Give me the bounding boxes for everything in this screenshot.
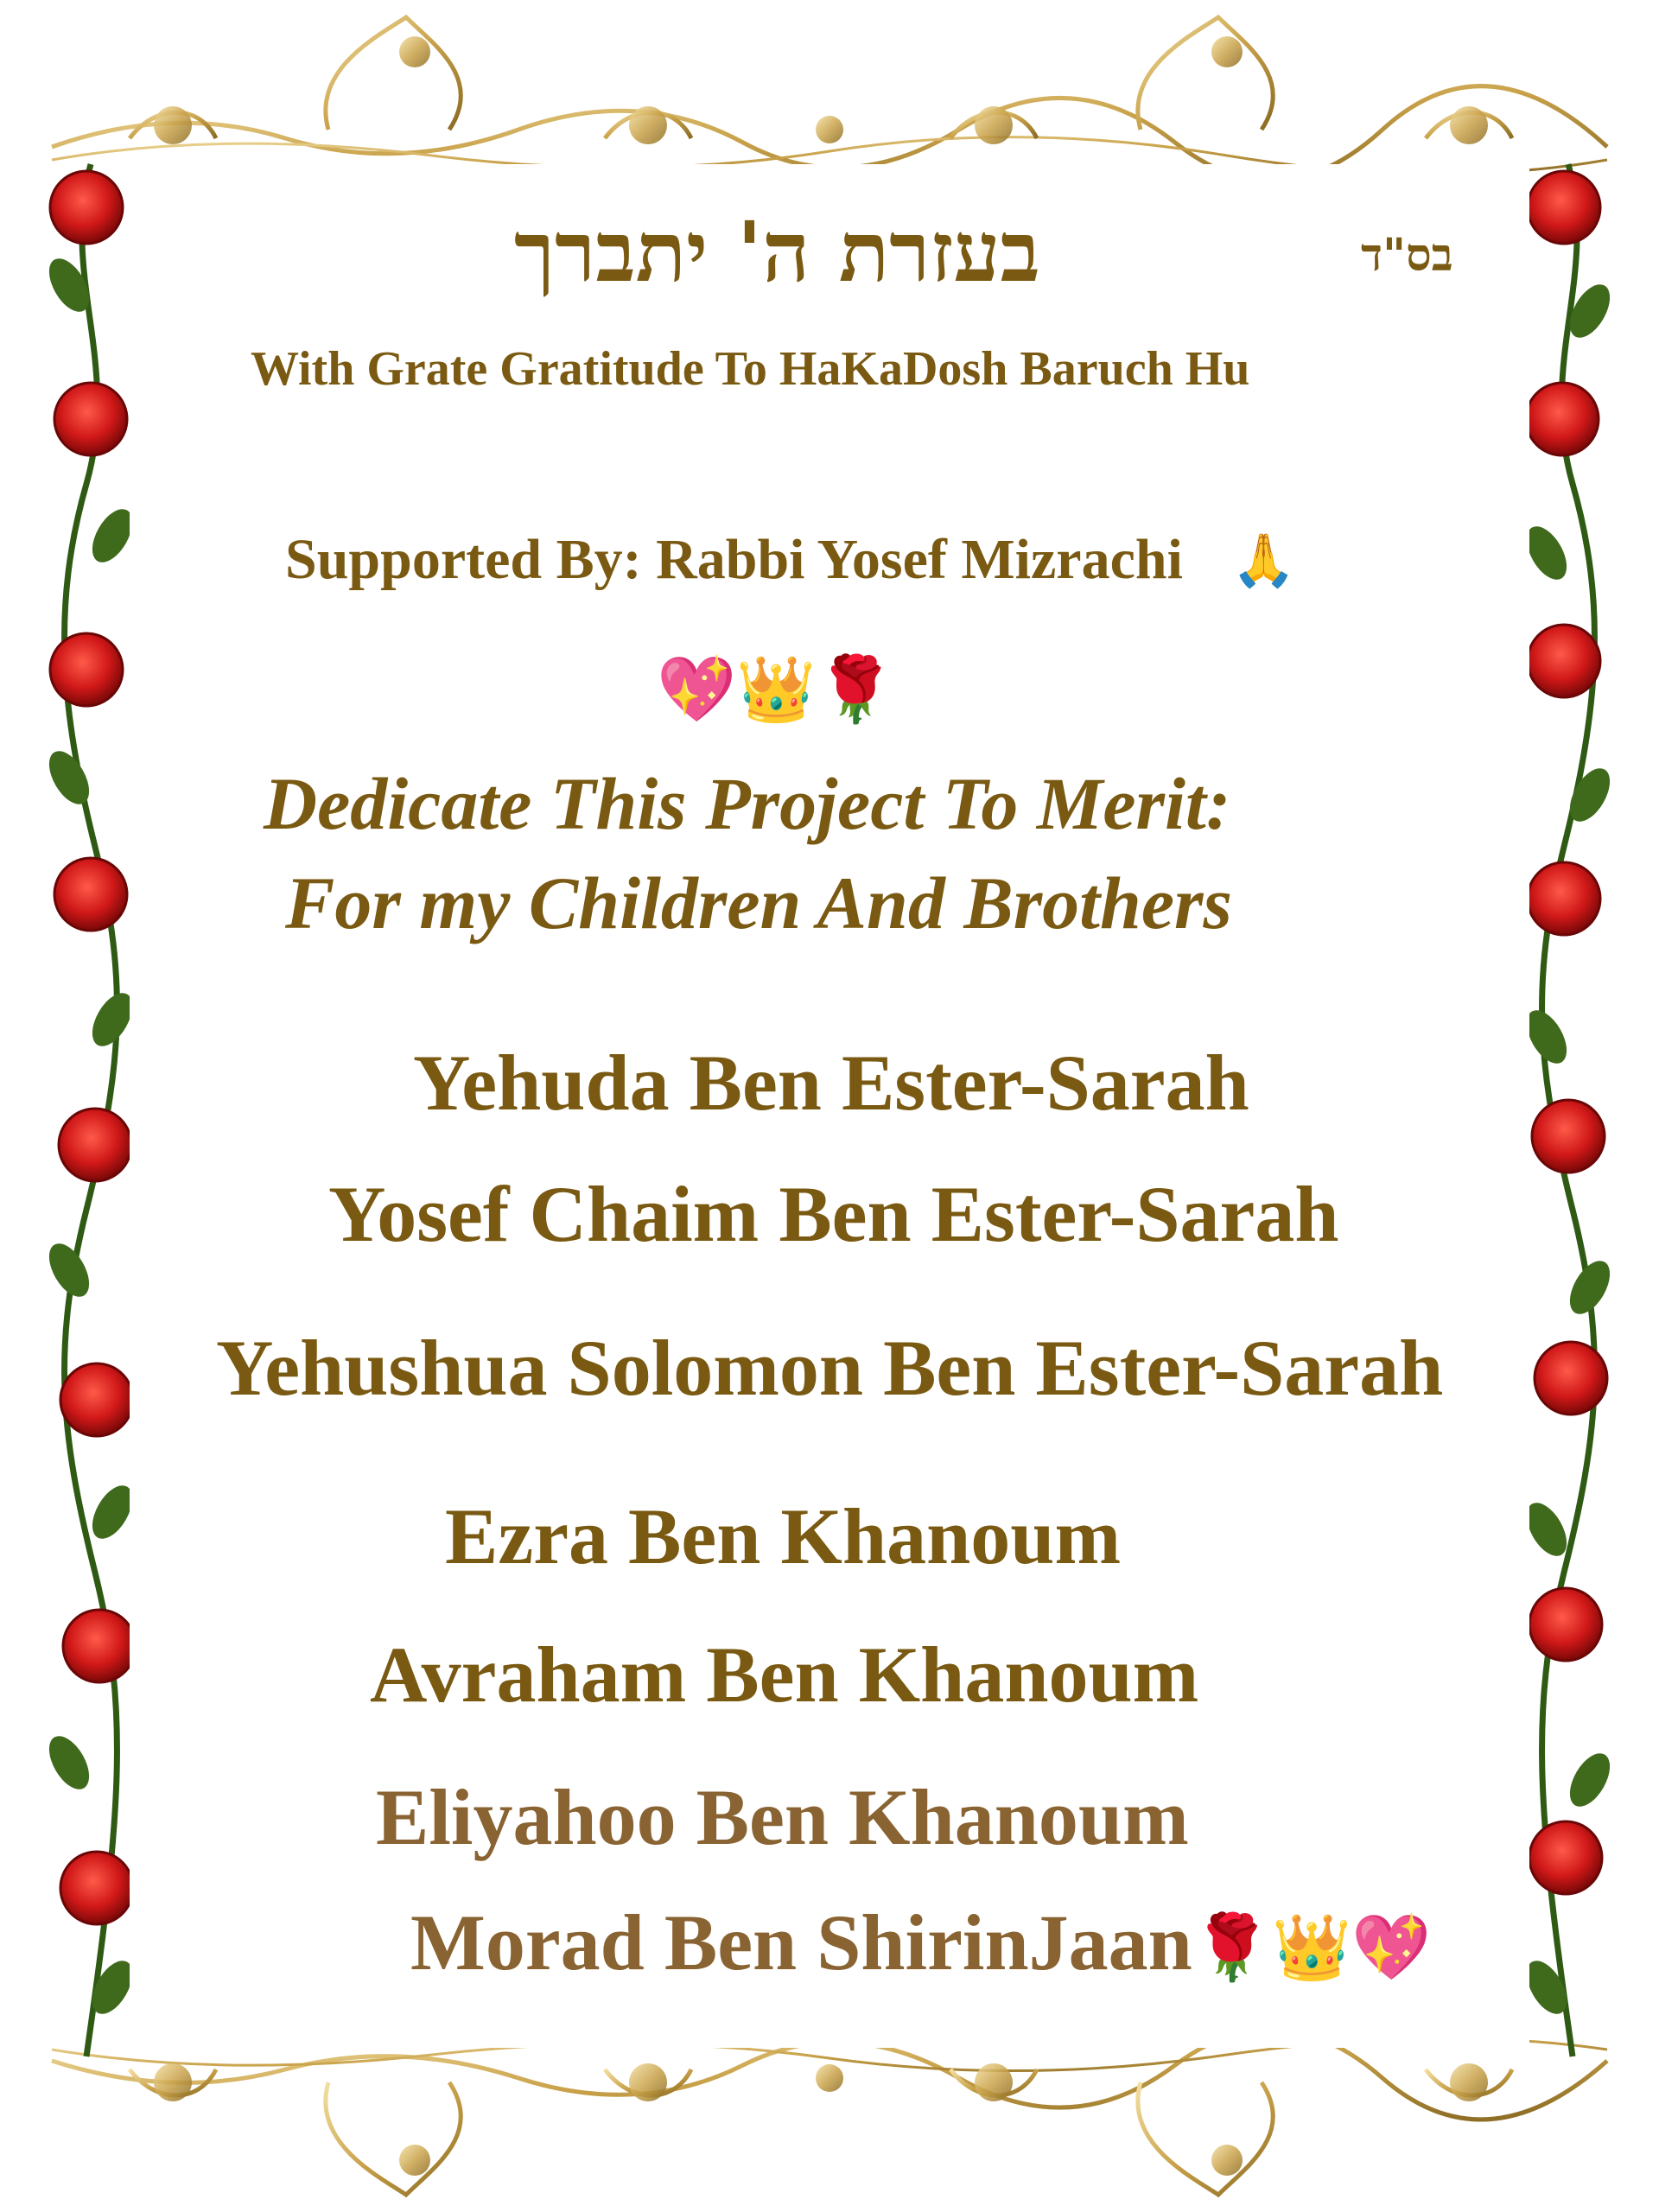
name-yehushua-solomon: Yehushua Solomon Ben Ester-Sarah — [216, 1324, 1444, 1412]
gratitude-line: With Grate Gratitude To HaKaDosh Baruch Hu — [251, 342, 1250, 396]
supported-by-label: Supported By: Rabbi Yosef Mizrachi — [285, 528, 1183, 591]
name-avraham: Avraham Ben Khanoum — [370, 1630, 1199, 1719]
dedication-line-2: For my Children And Brothers — [285, 861, 1232, 944]
name-yehuda: Yehuda Ben Ester-Sarah — [413, 1039, 1249, 1127]
name-eliyahoo: Eliyahoo Ben Khanoum — [376, 1773, 1189, 1861]
name-ezra: Ezra Ben Khanoum — [445, 1492, 1122, 1580]
bsd-header: בס"ד — [1361, 229, 1453, 282]
rose-crown-heart-icons: 🌹👑💖 — [1192, 1910, 1432, 1985]
supported-by-line — [285, 527, 1296, 593]
heart-crown-rose-icons: 💖👑🌹 — [657, 652, 896, 727]
dedication-line-1: Dedicate This Project To Merit: — [264, 762, 1231, 845]
right-rose-vine — [1518, 164, 1618, 2056]
left-rose-vine — [41, 164, 140, 2056]
top-scroll-ornament — [52, 17, 1607, 181]
bottom-scroll-ornament — [52, 2029, 1607, 2195]
hebrew-title: בעזרת ה' יתברך — [514, 203, 1040, 301]
name-morad: Morad Ben ShirinJaan — [410, 1898, 1192, 1986]
praying-hands-icon: 🙏 — [1231, 531, 1297, 591]
name-yosef-chaim: Yosef Chaim Ben Ester-Sarah — [328, 1170, 1339, 1258]
name-morad-line — [410, 1897, 1431, 1988]
